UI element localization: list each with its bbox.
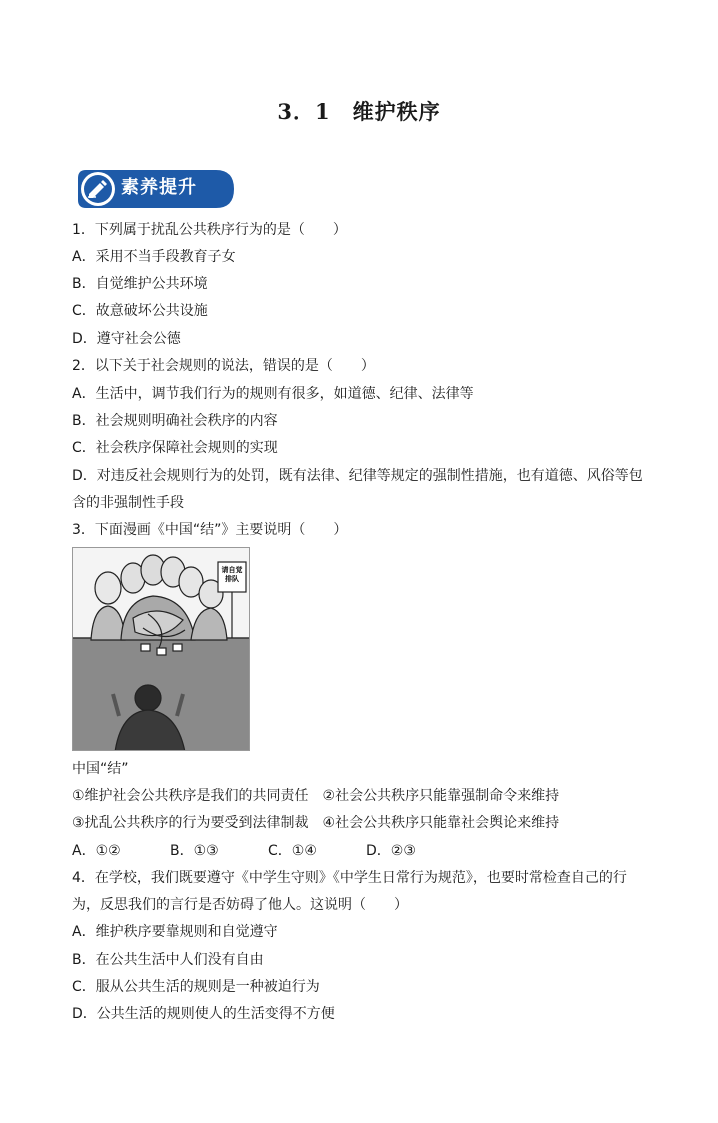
cartoon-image [72, 547, 250, 751]
q1-option-a: A．采用不当手段教育子女 [72, 249, 236, 265]
q3-choice-d: D．②③ [366, 843, 416, 859]
q3-statement-1-2: ①维护社会公共秩序是我们的共同责任 ②社会公共秩序只能靠强制命令来维持 [72, 788, 560, 804]
q2-stem: 2．以下关于社会规则的说法，错误的是（ ） [72, 358, 375, 374]
q1-option-c: C．故意破坏公共设施 [72, 303, 208, 319]
q3-choices [72, 842, 416, 860]
q4-option-d: D．公共生活的规则使人的生活变得不方便 [72, 1006, 335, 1022]
q2-option-c: C．社会秩序保障社会规则的实现 [72, 440, 278, 456]
q3-stem: 3．下面漫画《中国“结”》主要说明（ ） [72, 522, 348, 538]
q1-option-b: B．自觉维护公共环境 [72, 276, 208, 292]
q4-option-c: C．服从公共生活的规则是一种被迫行为 [72, 979, 320, 995]
q2-option-b: B．社会规则明确社会秩序的内容 [72, 413, 278, 429]
q4-stem-line-1: 4．在学校，我们既要遵守《中学生守则》《中学生日常行为规范》，也要时常检查自己的行 [72, 870, 627, 886]
q3-choice-c: C．①④ [268, 843, 317, 859]
q3-choice-b: B．①③ [170, 843, 219, 859]
q2-option-d-continued: 含的非强制性手段 [72, 495, 184, 511]
q3-choice-a: A．①② [72, 843, 121, 859]
queue-sign-text: 请自觉排队 [221, 566, 243, 583]
section-banner [76, 168, 236, 210]
banner-label: 素养提升 [121, 177, 197, 198]
q2-option-d: D．对违反社会规则行为的处罚，既有法律、纪律等规定的强制性措施，也有道德、风俗等包 [72, 468, 643, 484]
q2-option-a: A．生活中，调节我们行为的规则有很多，如道德、纪律、法律等 [72, 386, 474, 402]
page-title: 3．1 维护秩序 [277, 99, 441, 124]
q1-stem: 1．下列属于扰乱公共秩序行为的是（ ） [72, 222, 347, 238]
cartoon-caption: 中国“结” [72, 761, 129, 777]
q4-stem-line-2: 为，反思我们的言行是否妨碍了他人。这说明（ ） [72, 897, 408, 913]
q4-option-b: B．在公共生活中人们没有自由 [72, 952, 264, 968]
pencil-book-icon [86, 177, 110, 205]
q1-option-d: D．遵守社会公德 [72, 331, 181, 347]
q3-statement-3-4: ③扰乱公共秩序的行为要受到法律制裁 ④社会公共秩序只能靠社会舆论来维持 [72, 815, 560, 831]
q4-option-a: A．维护秩序要靠规则和自觉遵守 [72, 924, 278, 940]
